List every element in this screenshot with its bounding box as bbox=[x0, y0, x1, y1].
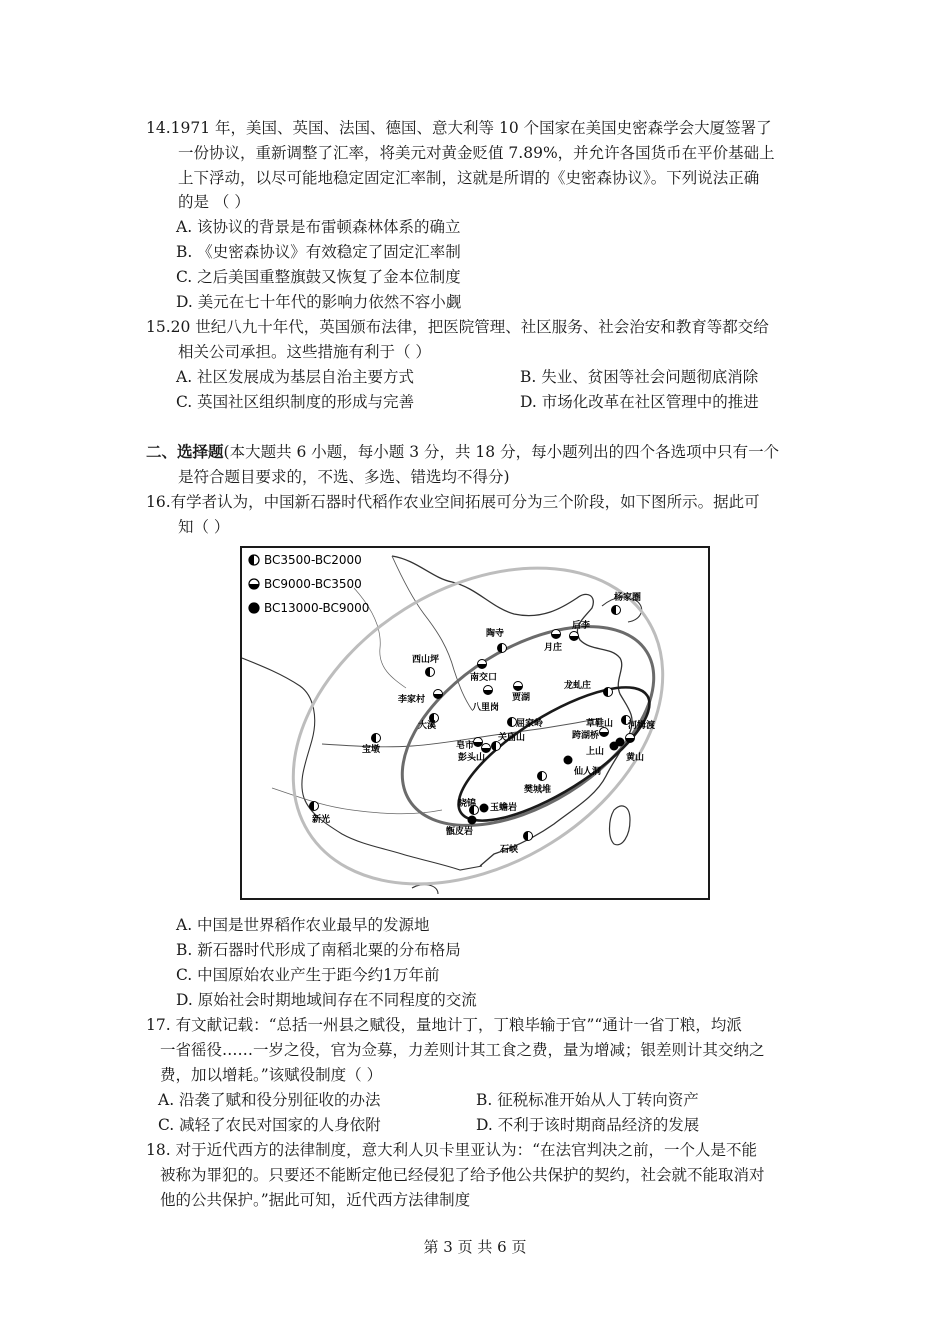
site-labels bbox=[312, 591, 655, 855]
q17-line-2: 一省徭役……一岁之役，官为佥募，力差则计其工食之费，量为增减；银差则计其交纳之 bbox=[160, 1041, 765, 1059]
site-baligang-marker bbox=[484, 686, 493, 695]
q17-line-1: 17. 有文献记载：“总括一州县之赋役，量地计丁，丁粮毕输于官”“通计一省丁粮，均派 bbox=[146, 1016, 742, 1034]
site-xishanping-marker bbox=[426, 668, 435, 677]
site-label-fanchengdui: 樊城堆 bbox=[524, 785, 552, 795]
q14-option-d: D. 美元在七十年代的影响力依然不容小觑 bbox=[176, 293, 462, 311]
q15-option-d: D. 市场化改革在社区管理中的推进 bbox=[520, 393, 759, 411]
site-label-xiaojin: 晓锦 bbox=[458, 799, 477, 809]
q18-line-3: 他的公共保护。”据此可知，近代西方法律制度 bbox=[160, 1191, 471, 1209]
site-label-kuahuqiao: 跨湖桥 bbox=[572, 731, 600, 741]
site-label-baodun: 宝墩 bbox=[362, 745, 381, 755]
legend-label-2: BC9000-BC3500 bbox=[264, 577, 362, 591]
site-taosi-marker bbox=[498, 644, 507, 653]
q17-option-a: A. 沿袭了赋和役分别征收的办法 bbox=[158, 1091, 381, 1109]
site-label-jiahu: 贾湖 bbox=[512, 693, 531, 703]
q16-option-c: C. 中国原始农业产生于距今约1万年前 bbox=[176, 966, 440, 984]
section2-heading bbox=[146, 442, 779, 462]
site-label-qujialing: 屈家岭 bbox=[516, 719, 544, 729]
site-label-shangshan: 上山 bbox=[586, 747, 605, 757]
q16-line-2: 知（ ） bbox=[178, 518, 230, 536]
site-label-zaoshi: 皂市 bbox=[456, 741, 475, 751]
q17-option-b: B. 征税标准开始从人丁转向资产 bbox=[476, 1091, 699, 1109]
q17-option-d: D. 不利于该时期商品经济的发展 bbox=[476, 1116, 700, 1134]
q17-option-c: C. 减轻了农民对国家的人身依附 bbox=[158, 1116, 381, 1134]
rice-agriculture-map bbox=[240, 546, 710, 900]
site-houli-marker bbox=[570, 632, 579, 641]
q18-line-2: 被称为罪犯的。只要还不能断定他已经侵犯了给予他公共保护的契约，社会就不能取消对 bbox=[160, 1166, 765, 1184]
q16-option-a: A. 中国是世界稻作农业最早的发源地 bbox=[176, 916, 430, 934]
site-longqiuzhuang-marker bbox=[604, 688, 613, 697]
q16-option-d: D. 原始社会时期地域间存在不同程度的交流 bbox=[176, 991, 477, 1009]
site-label-zengpiyan: 甑皮岩 bbox=[446, 827, 474, 837]
site-label-nanjiaokou: 南交口 bbox=[470, 673, 498, 683]
q15-line-2: 相关公司承担。这些措施有利于（ ） bbox=[178, 343, 431, 361]
q15-option-b: B. 失业、贫困等社会问题彻底消除 bbox=[520, 368, 759, 386]
page-number: 第 3 页 共 6 页 bbox=[423, 1238, 527, 1256]
q14-line-3: 上下浮动，以尽可能地稳定固定汇率制，这就是所谓的《史密森协议》。下列说法正确 bbox=[178, 169, 760, 187]
site-zengpiyan-marker bbox=[468, 816, 477, 825]
q14-line-2: 一份协议，重新调整了汇率，将美元对黄金贬值 7.89%，并允许各国货币在平价基础上 bbox=[178, 144, 775, 162]
legend-solid-symbol bbox=[249, 603, 259, 613]
site-shixia-marker bbox=[524, 832, 533, 841]
site-label-xishanping: 西山坪 bbox=[412, 655, 440, 665]
site-label-yangjiaquan: 杨家圈 bbox=[614, 593, 642, 603]
site-label-pengtoushan: 彭头山 bbox=[458, 753, 486, 763]
site-label-lijiacun: 李家村 bbox=[398, 695, 426, 705]
site-nanjiaokou-marker bbox=[478, 660, 487, 669]
site-label-xinguang: 新光 bbox=[312, 815, 331, 825]
site-pengtoushan-marker bbox=[482, 744, 491, 753]
site-lijiacun-marker bbox=[434, 690, 443, 699]
site-label-houli: 后李 bbox=[572, 621, 591, 631]
site-huangshan-marker bbox=[610, 742, 619, 751]
site-label-longqiuzhuang: 龙虬庄 bbox=[564, 681, 592, 691]
q15-option-a: A. 社区发展成为基层自治主要方式 bbox=[176, 368, 415, 386]
site-yangjiaquan-marker bbox=[612, 606, 621, 615]
map-legend bbox=[249, 553, 369, 615]
site-xinguang-marker bbox=[310, 802, 319, 811]
q14-option-a: A. 该协议的背景是布雷顿森林体系的确立 bbox=[176, 218, 461, 236]
site-zaoshi-marker bbox=[474, 738, 483, 747]
site-label-caoxieshan: 草鞋山 bbox=[586, 719, 614, 729]
site-baodun-marker bbox=[372, 734, 381, 743]
q14-line-1: 14.1971 年，美国、英国、法国、德国、意大利等 10 个国家在美国史密森学会大厦签署了 bbox=[146, 119, 772, 137]
q15-line-1: 15.20 世纪八九十年代，英国颁布法律，把医院管理、社区服务、社会治安和教育等都交给 bbox=[146, 318, 769, 336]
site-label-guanmiaoshan: 关庙山 bbox=[498, 733, 526, 743]
site-yuchanyan-marker bbox=[480, 804, 489, 813]
section2-note-2: 是符合题目要求的，不选、多选、错选均不得分) bbox=[178, 468, 510, 486]
site-jiahu-marker bbox=[514, 682, 523, 691]
site-label-taosi: 陶寺 bbox=[486, 629, 505, 639]
taiwan-island bbox=[610, 806, 631, 845]
site-yuezhuang-marker bbox=[552, 630, 561, 639]
q16-option-b: B. 新石器时代形成了南稻北粟的分布格局 bbox=[176, 941, 461, 959]
site-label-daxi: 大溪 bbox=[418, 721, 437, 731]
q14-line-4: 的是 （ ） bbox=[178, 193, 250, 211]
section2-title: 二、选择题 bbox=[146, 442, 224, 461]
q16-line-1: 16.有学者认为，中国新石器时代稻作农业空间拓展可分为三个阶段，如下图所示。据此可 bbox=[146, 493, 760, 511]
site-hemudu-marker bbox=[626, 734, 635, 743]
site-fanchengdui-marker bbox=[538, 772, 547, 781]
site-label-xianrendong: 仙人洞 bbox=[574, 767, 602, 777]
q14-option-c: C. 之后美国重整旗鼓又恢复了金本位制度 bbox=[176, 268, 461, 286]
q17-line-3: 费，加以增耗。”该赋役制度（ ） bbox=[160, 1066, 383, 1084]
hainan-island bbox=[412, 885, 438, 894]
legend-label-3: BC13000-BC9000 bbox=[264, 601, 370, 615]
site-label-baligang: 八里岗 bbox=[472, 703, 500, 713]
q15-option-c: C. 英国社区组织制度的形成与完善 bbox=[176, 393, 415, 411]
site-xianrendong-marker bbox=[564, 756, 573, 765]
q18-line-1: 18. 对于近代西方的法律制度，意大利人贝卡里亚认为：“在法官判决之前，一个人是不能 bbox=[146, 1141, 758, 1159]
site-label-shixia: 石峡 bbox=[500, 845, 519, 855]
site-label-yuezhuang: 月庄 bbox=[544, 643, 563, 653]
q14-option-b: B. 《史密森协议》有效稳定了固定汇率制 bbox=[176, 243, 461, 261]
site-label-huangshan: 黄山 bbox=[626, 753, 645, 763]
section2-note-1: (本大题共 6 小题，每小题 3 分，共 18 分，每小题列出的四个各选项中只有一个 bbox=[223, 443, 780, 461]
site-label-yuchanyan: 玉蟾岩 bbox=[490, 803, 518, 813]
legend-label-1: BC3500-BC2000 bbox=[264, 553, 362, 567]
site-label-hemudu: 河姆渡 bbox=[628, 721, 656, 731]
map-svg bbox=[242, 548, 708, 898]
